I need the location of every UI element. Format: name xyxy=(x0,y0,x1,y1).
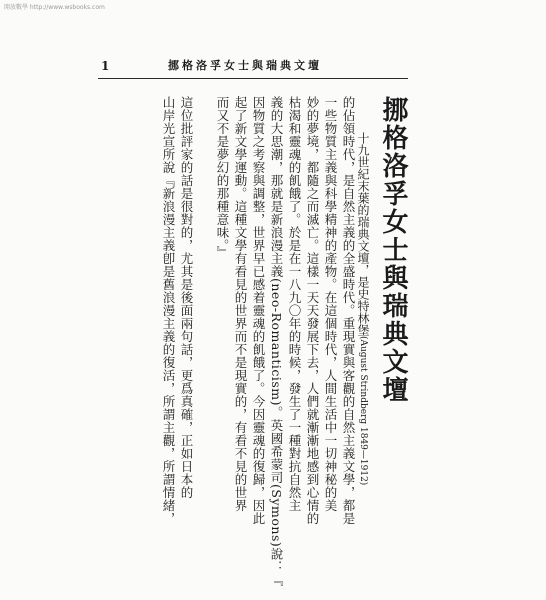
text-column-10: 這位批評家的話是很對的，尤其是後面兩句話，更爲真確，正如日本的 xyxy=(179,96,194,499)
text-column-5: 義的大思潮，那就是新浪漫主義(neo-Romanticism)。英國希蒙司(Symons)說：『 xyxy=(269,96,284,587)
running-head: 挪格洛孚女士與瑞典文壇 xyxy=(168,59,322,72)
byline xyxy=(355,132,372,485)
text-column-3: 妙的夢境，都隨之而滅亡。這樣一天天發展下去，人們就漸漸地感到心情的 xyxy=(305,96,320,525)
article-title: 挪格洛孚女士與瑞典文壇 xyxy=(378,96,408,404)
text-column-6: 因物質之考察與調整，世界早已感着靈魂的飢餓了。今因靈魂的復歸，因此 xyxy=(251,96,266,525)
header-rule xyxy=(98,78,408,79)
text-column-2: 一些物質主義與科學精神的產物。在這個時代，人間生活中一切神秘的美 xyxy=(323,96,338,512)
text-column-1: 的佔領時代，是自然主義的全盛時代。重現實與客觀的自然主義文學，都是 xyxy=(341,96,356,525)
page-number: 1 xyxy=(101,59,110,73)
text-column-11: 山岸光宣所說『新浪漫主義卽是舊浪漫主義的復活，所謂主觀，所謂情緒， xyxy=(161,96,176,525)
watermark: 開放數學 http://www.wsbooks.com xyxy=(4,4,105,11)
author-name: 十九世紀末葉的瑞典文壇，是史特林堡 xyxy=(356,132,370,336)
text-column-4: 枯渴和靈魂的飢餓了。於是在一八九〇年的時候，發生了一種對抗自然主 xyxy=(287,96,302,512)
text-column-7: 起了新文學運動。這種文學有看見的世界而不是現實的，有看不見的世界 xyxy=(233,96,248,512)
author-latin: (August Strindberg 1849—1912) xyxy=(358,336,368,486)
text-column-8: 而又不是夢幻的那種意味。』 xyxy=(215,96,230,259)
